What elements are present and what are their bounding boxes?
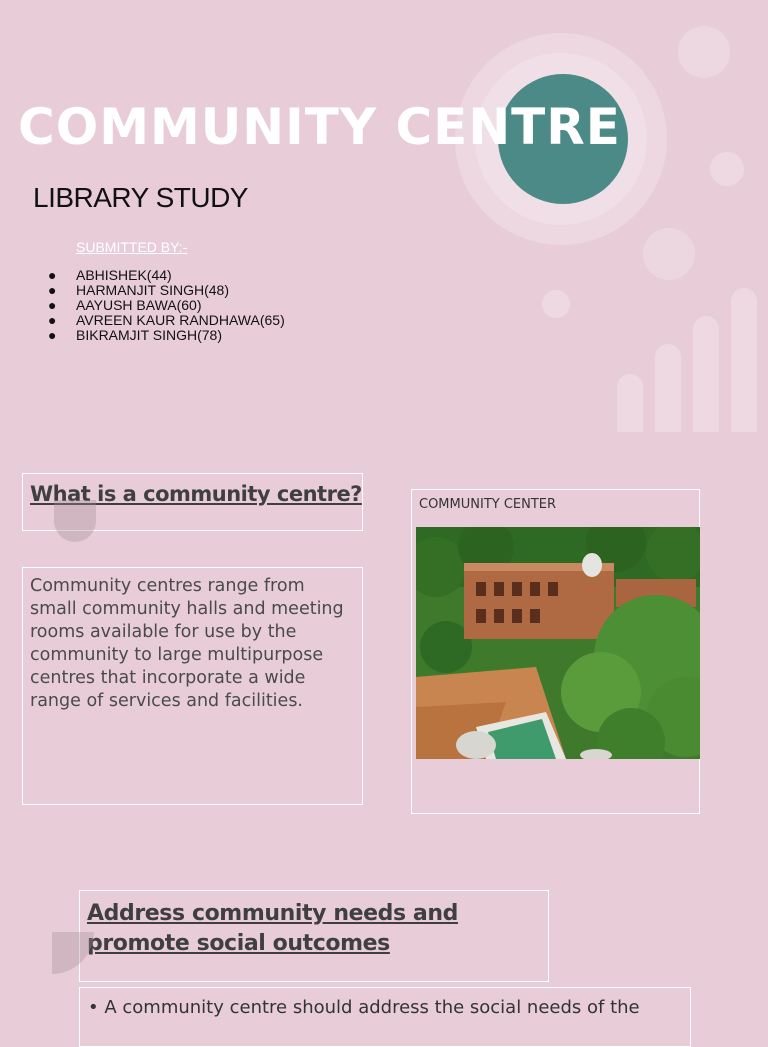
community-center-photo [416, 527, 700, 759]
photo-illustration [416, 527, 700, 759]
bullet-icon: ● [48, 267, 57, 283]
section1-body-box [22, 567, 363, 805]
bullet-icon: ● [48, 297, 57, 313]
list-item [48, 313, 285, 328]
decorative-dot [710, 152, 744, 186]
photo-card [411, 489, 700, 814]
decorative-bar [693, 316, 719, 432]
section1-heading: What is a community centre? [30, 482, 362, 506]
submitted-by-label: SUBMITTED BY:- [76, 239, 188, 255]
bullet-icon: ● [48, 282, 57, 298]
decorative-bar [617, 374, 643, 432]
list-item [48, 268, 285, 283]
section2-body: • A community centre should address the social needs of the [88, 997, 640, 1018]
page-title: COMMUNITY CENTRE [18, 98, 621, 156]
decorative-dot [643, 228, 695, 280]
list-item [48, 298, 285, 313]
decorative-dot [542, 290, 570, 318]
section2-heading: Address community needs and promote social outcomes [87, 901, 458, 956]
section2-body-box [79, 987, 691, 1047]
section1-body: Community centres range from small community halls and meeting rooms available for use by the community to large multipurpose centres that incorporate a wide range of services and facilities. [30, 576, 344, 711]
member-name: AVREEN KAUR RANDHAWA(65) [76, 312, 285, 328]
photo-caption: COMMUNITY CENTER [419, 497, 557, 512]
page-subtitle: LIBRARY STUDY [33, 182, 248, 213]
decorative-bar [655, 344, 681, 432]
list-item [48, 328, 285, 343]
bullet-icon: ● [48, 312, 57, 328]
section2-heading-box [79, 890, 549, 982]
list-item [48, 283, 285, 298]
bullet-icon: ● [48, 327, 57, 343]
member-name: AAYUSH BAWA(60) [76, 297, 202, 313]
decorative-bar [731, 288, 757, 432]
member-list [48, 268, 285, 343]
decorative-arc [54, 500, 96, 542]
decorative-dot [678, 26, 730, 78]
member-name: ABHISHEK(44) [76, 267, 172, 283]
member-name: BIKRAMJIT SINGH(78) [76, 327, 222, 343]
member-name: HARMANJIT SINGH(48) [76, 282, 229, 298]
